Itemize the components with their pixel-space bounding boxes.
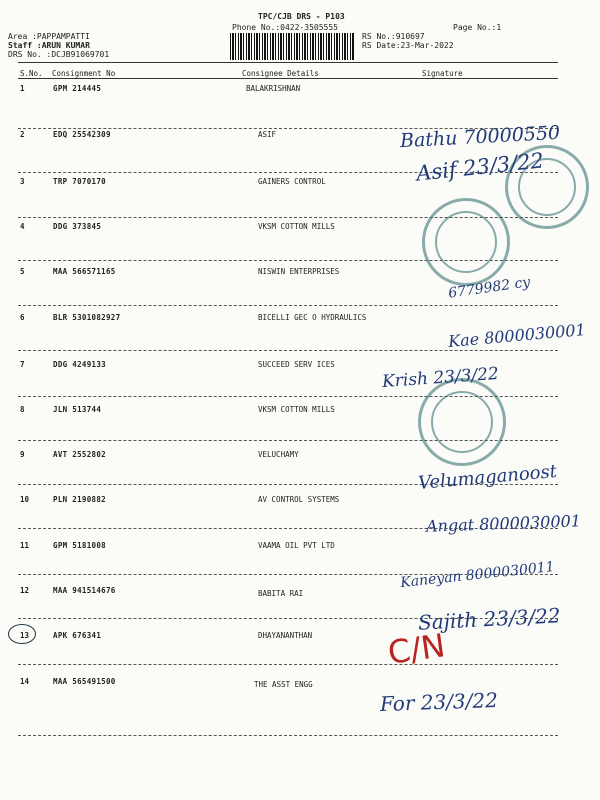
row-consignee: DHAYANANTHAN [258, 631, 313, 640]
row-consignee: VAAMA OIL PVT LTD [258, 541, 335, 550]
report-title: TPC/CJB DRS - P103 [258, 12, 345, 21]
row-consignment: GPM 214445 [53, 84, 102, 93]
column-header-sno: S.No. [20, 69, 43, 78]
row-consignment: MAA 566571165 [53, 267, 116, 276]
row-sno: 4 [20, 222, 25, 231]
row-sno: 7 [20, 360, 25, 369]
row-consignee: AV CONTROL SYSTEMS [258, 495, 340, 504]
row-consignment: EDQ 25542309 [53, 130, 111, 139]
header-divider [18, 62, 558, 63]
signature-handwriting: Angat 8000030001 [425, 511, 582, 536]
row-consignment: PLN 2190882 [53, 495, 106, 504]
column-header-consignee: Consignee Details [242, 69, 319, 78]
table-row [0, 677, 600, 722]
row-sno: 6 [20, 313, 25, 322]
row-consignee: NISWIN ENTERPRISES [258, 267, 340, 276]
row-sno: 14 [20, 677, 30, 686]
cn-annotation: C/N [385, 626, 448, 672]
rs-number: RS No.:910697 [362, 32, 425, 41]
table-row [0, 84, 600, 129]
row-sno: 10 [20, 495, 30, 504]
row-consignment: GPM 5181008 [53, 541, 106, 550]
row-consignment: APK 676341 [53, 631, 102, 640]
row-consignment: BLR 5301082927 [53, 313, 121, 322]
column-header-divider [18, 78, 558, 79]
barcode [230, 33, 355, 60]
table-row [0, 360, 600, 405]
row-consignment: AVT 2552802 [53, 450, 106, 459]
row-sno: 5 [20, 267, 25, 276]
row-sno: 12 [20, 586, 30, 595]
rs-date: RS Date:23-Mar-2022 [362, 41, 454, 50]
row-sno: 1 [20, 84, 25, 93]
row-divider [18, 305, 558, 306]
row-sno: 2 [20, 130, 25, 139]
phone-number: Phone No.:0422-3505555 [232, 23, 338, 32]
row-consignee: BICELLI GEC O HYDRAULICS [258, 313, 367, 322]
row-consignee: VKSM COTTON MILLS [258, 405, 335, 414]
signature-handwriting: Sajith 23/3/22 [417, 603, 562, 635]
row-consignment: MAA 565491500 [53, 677, 116, 686]
signature-handwriting: Asif 23/3/22 [415, 148, 545, 186]
row-consignee: THE ASST ENGG [254, 680, 313, 689]
table-row [0, 631, 600, 676]
signature-handwriting: Krish 23/3/22 [381, 363, 500, 393]
row-consignee: BABITA RAI [258, 589, 304, 598]
signature-handwriting: 6779982 cy [447, 274, 532, 302]
row-consignment: JLN 513744 [53, 405, 102, 414]
company-stamp [418, 378, 506, 466]
company-stamp [422, 198, 510, 286]
row-divider [18, 735, 558, 736]
column-header-consignment: Consignment No [52, 69, 116, 78]
staff-label: Staff :ARUN KUMAR [8, 41, 90, 50]
row-consignment: TRP 7070170 [53, 177, 106, 186]
signature-handwriting: Velumaganoost [417, 460, 558, 495]
row-sno: 8 [20, 405, 25, 414]
area-label: Area :PAPPAMPATTI [8, 32, 90, 41]
row-sno: 11 [20, 541, 30, 550]
row-consignee: VELUCHAMY [258, 450, 299, 459]
column-header-signature: Signature [422, 69, 463, 78]
row-consignee: BALAKRISHNAN [246, 84, 301, 93]
signature-handwriting: Kaneyan 8000030011 [399, 558, 556, 592]
signature-handwriting: Bathu 70000550 [399, 121, 561, 153]
signature-handwriting: Kae 8000030001 [447, 320, 587, 351]
row-sno: 13 [20, 631, 30, 640]
signature-handwriting: For 23/3/22 [379, 687, 499, 717]
drs-number: DRS No. :DCJB91069701 [8, 50, 110, 59]
page-number: Page No.:1 [453, 23, 502, 32]
row-consignee: ASIF [258, 130, 277, 139]
circle-mark [8, 624, 36, 644]
row-consignee: SUCCEED SERV ICES [258, 360, 335, 369]
table-row [0, 405, 600, 450]
row-consignment: MAA 941514676 [53, 586, 116, 595]
row-divider [18, 350, 558, 351]
row-consignment: DDG 4249133 [53, 360, 106, 369]
row-consignee: VKSM COTTON MILLS [258, 222, 335, 231]
row-sno: 3 [20, 177, 25, 186]
row-consignee: GAINERS CONTROL [258, 177, 326, 186]
row-sno: 9 [20, 450, 25, 459]
row-divider [18, 664, 558, 665]
row-consignment: DDG 373845 [53, 222, 102, 231]
